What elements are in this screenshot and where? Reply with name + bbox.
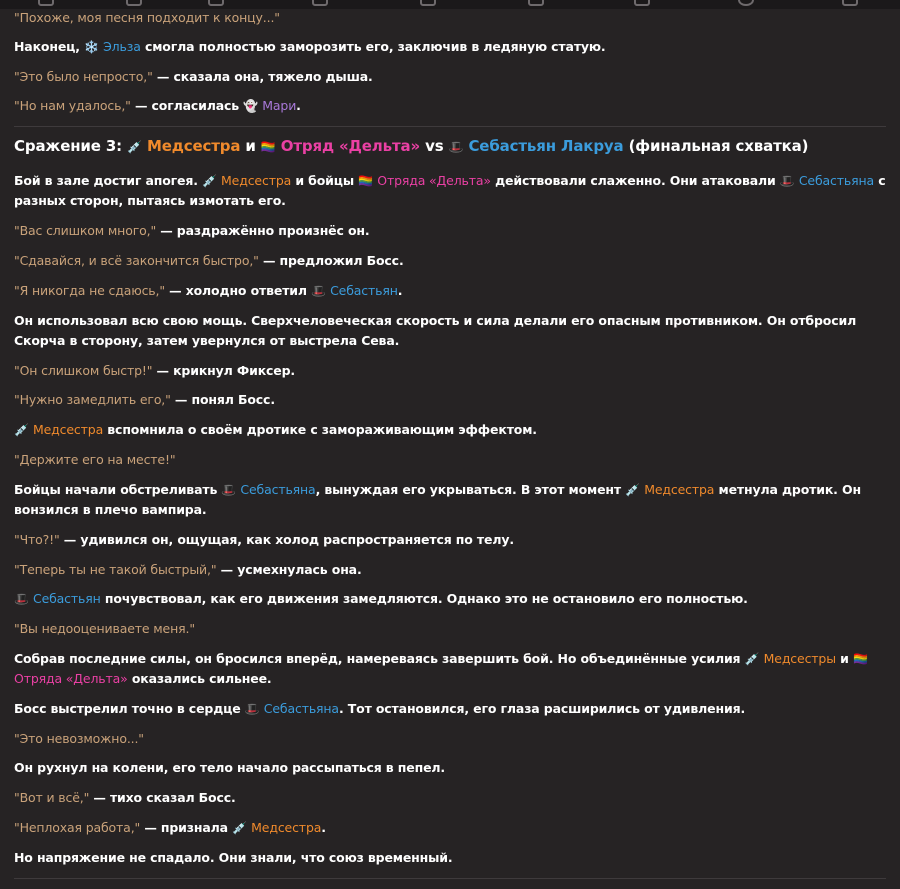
- rainbow-flag-icon: 🏳️‍🌈: [358, 174, 374, 188]
- top-hat-icon: 🎩: [779, 174, 795, 188]
- section-heading: Сражение 3: 💉 Медсестра и 🏳️‍🌈 Отряд «Дельта» vs 🎩 Себастьян Лакруа (финальная схватка): [14, 137, 809, 155]
- dialogue-line: "Я никогда не сдаюсь," — холодно ответил 🎩 Себастьян.: [14, 283, 403, 298]
- toolbar-icon-7[interactable]: [634, 0, 650, 6]
- mention-sebastian[interactable]: Себастьяна: [798, 173, 875, 188]
- paragraph: Бойцы начали обстреливать 🎩 Себастьяна, вынуждая его укрываться. В этот момент 💉 Медсестра метнула дротик. Он вонзился в плечо вампира.: [14, 482, 861, 517]
- mention-nurse[interactable]: Медсестра: [33, 422, 104, 437]
- toolbar-icon-1[interactable]: [38, 0, 54, 6]
- rainbow-flag-icon: 🏳️‍🌈: [260, 140, 276, 154]
- mention-sebastian[interactable]: Себастьян: [330, 283, 398, 298]
- toolbar-icon-5[interactable]: [420, 0, 436, 6]
- paragraph: Он использовал всю свою мощь. Сверхчеловеческая скорость и сила делали его опасным противником. Он отбросил Скорча в сторону, затем увернулся от выстрела Сева.: [14, 313, 857, 348]
- paragraph: Бой в зале достиг апогея. 💉 Медсестра и бойцы 🏳️‍🌈 Отряда «Дельта» действовали слаженно. Они атаковали 🎩 Себастьяна с разных сторон, пытаясь измотать его.: [14, 173, 886, 208]
- divider: [14, 878, 886, 879]
- mention-mari[interactable]: Мари: [262, 98, 297, 113]
- mention-delta-squad[interactable]: Отряд «Дельта»: [280, 137, 421, 155]
- mention-sebastian[interactable]: Себастьян: [33, 591, 101, 606]
- paragraph: Но напряжение не спадало. Они знали, что союз временный.: [14, 850, 453, 865]
- mention-sebastian[interactable]: Себастьяна: [263, 701, 339, 716]
- quote-line: "Похоже, моя песня подходит к концу...": [14, 10, 280, 25]
- paragraph: Собрав последние силы, он бросился вперёд, намереваясь завершить бой. Но объединённые усилия 💉 Медсестры и 🏳️‍🌈 Отряда «Дельта» оказались сильнее.: [14, 651, 868, 686]
- dialogue-line: "Он слишком быстр!" — крикнул Фиксер.: [14, 363, 296, 378]
- quote-line: "Это невозможно...": [14, 731, 144, 746]
- mention-elsa[interactable]: Эльза: [103, 39, 141, 54]
- toolbar-icon-2[interactable]: [126, 0, 142, 6]
- quote-line: "Держите его на месте!": [14, 452, 176, 467]
- ghost-icon: 👻: [243, 99, 259, 113]
- toolbar-icon-3[interactable]: [208, 0, 224, 6]
- syringe-icon: 💉: [625, 483, 640, 497]
- snowflake-icon: ❄️: [84, 40, 99, 54]
- paragraph: Он рухнул на колени, его тело начало рассыпаться в пепел.: [14, 760, 445, 775]
- top-hat-icon: 🎩: [311, 284, 326, 298]
- mention-sebastian[interactable]: Себастьяна: [240, 482, 316, 497]
- mention-delta-squad[interactable]: Отряда «Дельта»: [14, 671, 128, 686]
- dialogue-line: "Это было непросто," — сказала она, тяжело дыша.: [14, 69, 373, 84]
- paragraph: Наконец, ❄️ Эльза смогла полностью заморозить его, заключив в ледяную статую.: [14, 39, 606, 54]
- mention-nurse[interactable]: Медсестра: [644, 482, 715, 497]
- dialogue-line: "Теперь ты не такой быстрый," — усмехнулась она.: [14, 562, 362, 577]
- toolbar-icon-4[interactable]: [312, 0, 328, 6]
- syringe-icon: 💉: [14, 423, 29, 437]
- paragraph: 🎩 Себастьян почувствовал, как его движения замедляются. Однако это не остановило его полностью.: [14, 591, 748, 606]
- dialogue-line: "Вас слишком много," — раздражённо произнёс он.: [14, 223, 370, 238]
- top-hat-icon: 🎩: [14, 592, 29, 606]
- quote-line: "Вы недооцениваете меня.": [14, 621, 195, 636]
- toolbar-icon-8[interactable]: [738, 0, 754, 6]
- rainbow-flag-icon: 🏳️‍🌈: [852, 652, 868, 666]
- paragraph: 💉 Медсестра вспомнила о своём дротике с замораживающим эффектом.: [14, 422, 537, 437]
- dialogue-line: "Но нам удалось," — согласилась 👻 Мари.: [14, 98, 301, 113]
- syringe-icon: 💉: [744, 652, 760, 666]
- top-hat-icon: 🎩: [221, 483, 237, 497]
- mention-nurse[interactable]: Медсестра: [251, 820, 322, 835]
- mention-nurse[interactable]: Медсестры: [763, 651, 836, 666]
- toolbar-icon-9[interactable]: [842, 0, 858, 6]
- dialogue-line: "Нужно замедлить его," — понял Босс.: [14, 392, 275, 407]
- dialogue-line: "Что?!" — удивился он, ощущая, как холод распространяется по телу.: [14, 532, 514, 547]
- mention-sebastian[interactable]: Себастьян Лакруа: [468, 137, 624, 155]
- dialogue-line: "Вот и всё," — тихо сказал Босс.: [14, 790, 236, 805]
- top-hat-icon: 🎩: [244, 702, 260, 716]
- toolbar-icon-6[interactable]: [528, 0, 544, 6]
- dialogue-line: "Сдавайся, и всё закончится быстро," — предложил Босс.: [14, 253, 404, 268]
- syringe-icon: 💉: [202, 174, 217, 188]
- mention-delta-squad[interactable]: Отряда «Дельта»: [377, 173, 491, 188]
- top-hat-icon: 🎩: [448, 140, 464, 154]
- dialogue-line: "Неплохая работа," — признала 💉 Медсестра.: [14, 820, 326, 835]
- paragraph: Босс выстрелил точно в сердце 🎩 Себастьяна. Тот остановился, его глаза расширились от удивления.: [14, 701, 746, 716]
- syringe-icon: 💉: [232, 821, 247, 835]
- divider: [14, 126, 886, 127]
- mention-nurse[interactable]: Медсестра: [221, 173, 292, 188]
- syringe-icon: 💉: [127, 140, 142, 154]
- mention-nurse[interactable]: Медсестра: [146, 137, 241, 155]
